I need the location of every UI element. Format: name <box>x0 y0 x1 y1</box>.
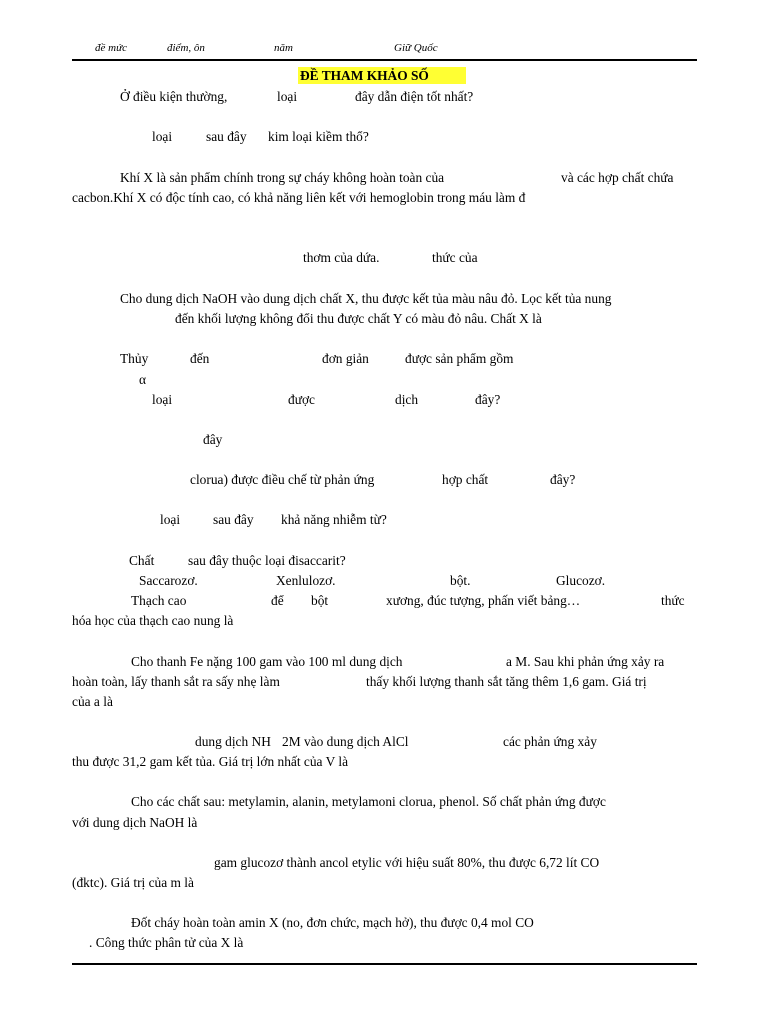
question-line: đây? <box>475 392 501 407</box>
question-line: sau đây <box>206 129 247 144</box>
answer-option: bột. <box>450 573 471 588</box>
question-line: dịch <box>395 392 419 407</box>
header-text-3: năm <box>274 42 293 54</box>
answer-option: Xenlulozơ. <box>276 573 336 588</box>
question-line: đơn giản <box>322 351 369 366</box>
question-line: đến <box>190 351 210 366</box>
question-line: Đốt cháy hoàn toàn amin X (no, đơn chức, mạch hở), thu được 0,4 mol CO <box>131 915 534 930</box>
question-line: gam glucozơ thành ancol etylic với hiệu suất 80%, thu được 6,72 lít CO <box>214 855 600 870</box>
header-text-4: Giữ Quốc <box>394 42 438 54</box>
question-line: clorua) được điều chế từ phản ứng <box>190 472 375 487</box>
question-line: Chất <box>129 553 155 568</box>
question-line: sau đây <box>213 512 254 527</box>
question-line: hóa học của thạch cao nung là <box>72 613 234 628</box>
question-line: a M. Sau khi phản ứng xảy ra <box>506 654 665 669</box>
footer-rule <box>72 963 697 965</box>
answer-option: Glucozơ. <box>556 573 606 588</box>
question-line: của a là <box>72 694 113 709</box>
question-line: xương, đúc tượng, phấn viết bảng… <box>386 593 581 608</box>
question-line: loại <box>277 89 298 104</box>
question-line: đây <box>203 432 223 447</box>
question-line: và các hợp chất chứa <box>561 170 674 185</box>
question-line: đến khối lượng không đổi thu được chất Y có màu đỏ nâu. Chất X là <box>175 311 542 326</box>
question-line: cacbon.Khí X có độc tính cao, có khả năng liên kết với hemoglobin trong máu làm đ <box>72 190 526 205</box>
question-line: Khí X là sản phẩm chính trong sự cháy không hoàn toàn của <box>120 170 445 185</box>
question-line: bột <box>311 593 329 608</box>
question-line: (đktc). Giá trị của m là <box>72 875 194 890</box>
question-line: hợp chất <box>442 472 489 487</box>
question-line: thức của <box>432 250 478 265</box>
question-line: để <box>271 593 284 608</box>
question-line: được <box>288 392 315 407</box>
question-line: loại <box>160 512 181 527</box>
question-line: sau đây thuộc loại đisaccarit? <box>188 553 346 568</box>
question-line: được sản phẩm gồm <box>405 351 514 366</box>
question-line: α <box>139 372 147 387</box>
header-text-1: đề mức <box>95 42 127 54</box>
question-line: Thủy <box>120 351 149 366</box>
question-line: đây? <box>550 472 576 487</box>
question-line: thấy khối lượng thanh sắt tăng thêm 1,6 gam. Giá trị <box>366 674 647 689</box>
question-line: Cho thanh Fe nặng 100 gam vào 100 ml dung dịch <box>131 654 403 669</box>
question-line: Thạch cao <box>131 593 187 608</box>
question-line: hoàn toàn, lấy thanh sắt ra sấy nhẹ làm <box>72 674 280 689</box>
question-line: 2M vào dung dịch AlCl <box>282 734 409 749</box>
question-line: Cho dung dịch NaOH vào dung dịch chất X, thu được kết tủa màu nâu đỏ. Lọc kết tủa nung <box>120 291 612 306</box>
question-line: loại <box>152 129 173 144</box>
question-line: . Công thức phân tử của X là <box>89 935 244 950</box>
question-line: thơm của dứa. <box>303 250 380 265</box>
question-line: thu được 31,2 gam kết tủa. Giá trị lớn nhất của V là <box>72 754 349 769</box>
question-line: loại <box>152 392 173 407</box>
question-line: với dung dịch NaOH là <box>72 815 198 830</box>
question-line: dung dịch NH <box>195 734 271 749</box>
question-line: khả năng nhiễm từ? <box>281 512 387 527</box>
question-line: Ở điều kiện thường, <box>120 89 228 104</box>
question-line: Cho các chất sau: metylamin, alanin, metylamoni clorua, phenol. Số chất phản ứng được <box>131 794 606 809</box>
answer-option: Saccarozơ. <box>139 573 198 588</box>
page-title: ĐỀ THAM KHẢO SỐ <box>298 67 466 84</box>
question-line: các phản ứng xảy <box>503 734 597 749</box>
question-line: đây dẫn điện tốt nhất? <box>355 89 474 104</box>
header-rule <box>72 59 697 61</box>
header-text-2: điểm, ôn <box>167 42 205 54</box>
question-line: kim loại kiềm thổ? <box>268 129 369 144</box>
question-line: thức <box>661 593 685 608</box>
